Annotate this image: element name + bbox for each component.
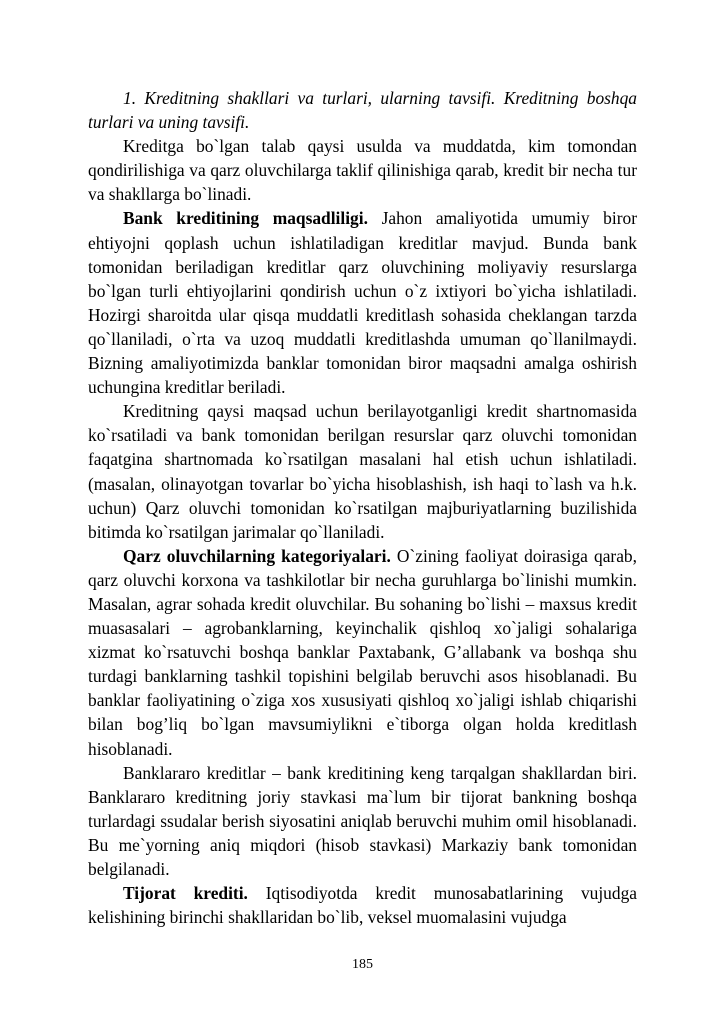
section-heading-line1: 1. Kreditning shakllari va turlari, ularning tavsifi. xyxy=(123,88,496,108)
paragraph-5-text: Banklararo kreditlar – bank kreditining keng tarqalgan shakllardan biri. Banklararo kreditning joriy stavkasi ma`lum bir tijorat bankning boshqa turlardagi ssudalar berish siyosatini aniqlab beruvchi muhim omil hisoblanadi. Bu me`yorning aniq miqdori (hisob stavkasi) Markaziy bank tomonidan belgilanadi. xyxy=(88,762,637,879)
paragraph-6-lead: Tijorat krediti. xyxy=(123,883,248,904)
paragraph-1-text: Kreditga bo`lgan talab qaysi usulda va muddatda, kim tomondan qondirilishiga va qarz oluvchilarga taklif qilinishiga qarab, kredit bir necha tur va shakllarga bo`linadi. xyxy=(88,136,637,205)
paragraph-4-text: O`zining faoliyat doirasiga qarab, qarz oluvchi korxona va tashkilotlar bir necha guruhlarga bo`linishi mumkin. Masalan, agrar sohada kredit oluvchilar. Bu sohaning bo`lishi – maxsus kredit muasasalari – agrobanklarning, keyinchalik qishloq xo`jaligi sohalariga xizmat ko`rsatuvchi boshqa banklar Paxtabank, G’allabank va boshqa shu turdagi banklarning tashkil topishini belgilab beruvchi asos hisoblanadi. Bu banklar faoliyatining o`ziga xos xususiyati qishloq xo`jaligi ishlab chiqarishi bilan bog’liq bo`lgan mavsumiylikni e`tiborga olgan holda kreditlash hisoblanadi. xyxy=(88,545,637,759)
paragraph-6 xyxy=(88,881,637,929)
paragraph-2-lead: Bank kreditining maqsadliligi. xyxy=(123,208,368,229)
paragraph-4 xyxy=(88,544,637,761)
body-text xyxy=(88,86,637,929)
paragraph-5 xyxy=(88,761,637,881)
paragraph-3-text: Kreditning qaysi maqsad uchun berilayotganligi kredit shartnomasida ko`rsatiladi va bank tomonidan berilgan resurslar qarz oluvchi tomonidan faqatgina shartnomada ko`rsatilgan masalani hal etish uchun ishlatiladi. (masalan, olinayotgan tovarlar bo`yicha hisoblashish, ish haqi to`lash va h.k. uchun) Qarz oluvchi tomonidan ko`rsatilgan majburiyatlarning buzilishida bitimda ko`rsatilgan jarimalar qo`llaniladi. xyxy=(88,401,637,542)
paragraph-6-text: Iqtisodiyotda kredit munosabatlarining vujudga kelishining birinchi shakllaridan bo`lib, veksel muomalasini vujudga xyxy=(88,883,637,928)
page-number: 185 xyxy=(352,957,373,972)
section-heading xyxy=(88,86,637,134)
section-heading-line2: Kreditning boshqa turlari va uning tavsifi. xyxy=(88,88,637,133)
paragraph-2-text: Jahon amaliyotida umumiy biror ehtiyojni qoplash uchun ishlatiladigan kreditlar mavjud. Bunda bank tomonidan beriladigan kreditlar qarz oluvchining moliyaviy resurslarga bo`lgan turli ehtiyojlarini qondirish uchun o`z ixtiyori bo`yicha ishlatiladi. Hozirgi sharoitda ular qisqa muddatli kreditlash sohasida cheklangan tarzda qo`llaniladi, o`rta va uzoq muddatli kreditlashda umuman qo`llanilmaydi. Bizning amaliyotimizda banklar tomonidan biror maqsadni amalga oshirish uchungina kreditlar beriladi. xyxy=(88,208,637,398)
paragraph-4-lead: Qarz oluvchilarning kategoriyalari. xyxy=(123,545,391,566)
paragraph-2 xyxy=(88,206,637,399)
paragraph-1 xyxy=(88,134,637,206)
paragraph-3 xyxy=(88,399,637,544)
